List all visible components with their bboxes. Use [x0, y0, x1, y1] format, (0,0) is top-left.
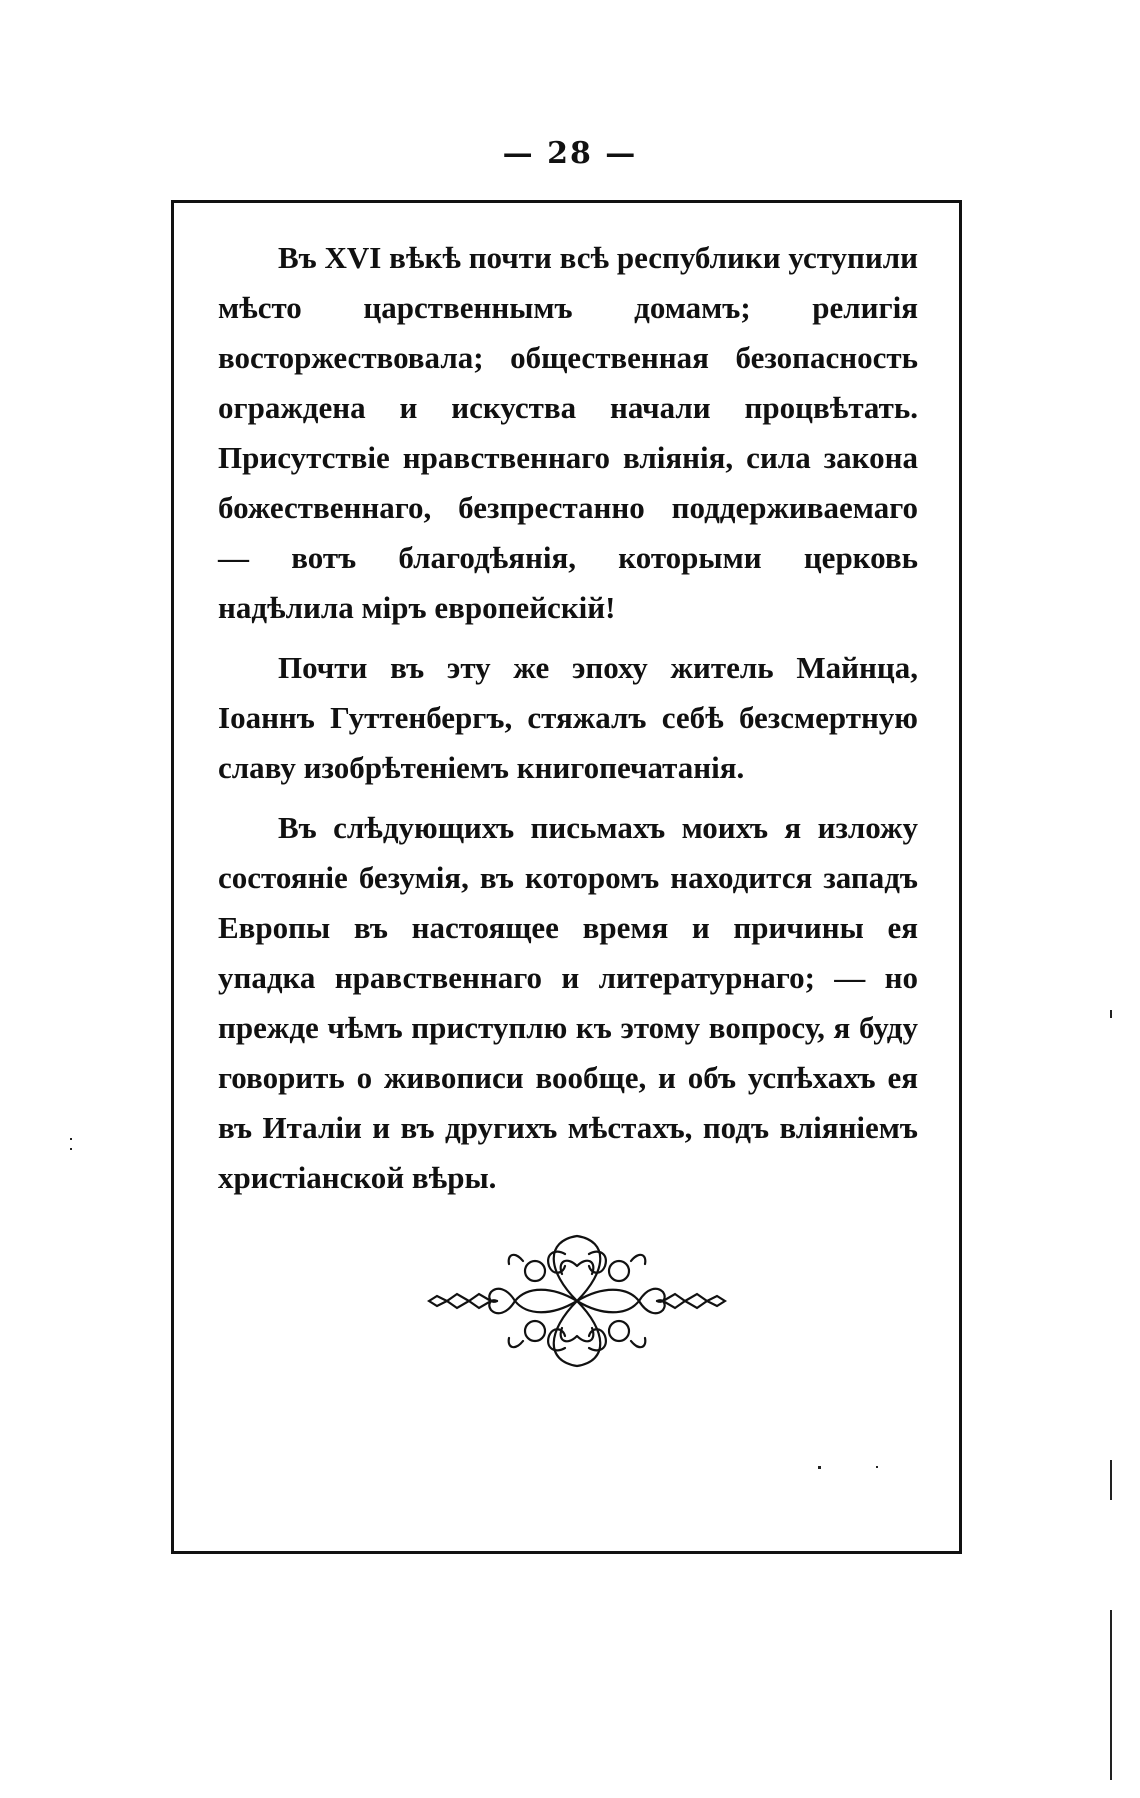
scan-speck: [70, 1148, 72, 1150]
scan-speck: [1110, 1460, 1112, 1500]
paragraph-1: Въ XVI вѣкѣ почти всѣ республики уступили мѣсто царственнымъ домамъ; религія восторжествовала; общественная безопасность ограждена и искуства начали процвѣтать. Присутствіе нравственнаго вліянія, сила закона божественнаго, безпрестанно поддерживаемаго — вотъ благодѣянія, которыми церковь надѣлила міръ европейскій!: [218, 240, 918, 625]
page-frame: [171, 200, 962, 1554]
scan-speck: [876, 1466, 878, 1468]
floral-ornament-icon: [427, 1226, 727, 1376]
scan-speck: [818, 1466, 821, 1469]
scan-speck: [1110, 1010, 1112, 1018]
scan-speck: [70, 1138, 72, 1140]
paragraph-2: Почти въ эту же эпоху житель Майнца, Іоаннъ Гуттенбергъ, стяжалъ себѣ безсмертную славу изобрѣтеніемъ книгопечатанія.: [218, 650, 918, 785]
body-text: [218, 233, 918, 1213]
scan-speck: [1110, 1610, 1112, 1780]
paragraph-3: Въ слѣдующихъ письмахъ моихъ я изложу состояніе безумія, въ которомъ находится западъ Европы въ настоящее время и причины ея упадка нравственнаго и литературнаго; — но прежде чѣмъ приступлю къ этому вопросу, я буду говорить о живописи вообще, и объ успѣхахъ ея въ Италіи и въ другихъ мѣстахъ, подъ вліяніемъ христіанской вѣры.: [218, 810, 918, 1195]
page-number: — 28 —: [502, 136, 638, 171]
